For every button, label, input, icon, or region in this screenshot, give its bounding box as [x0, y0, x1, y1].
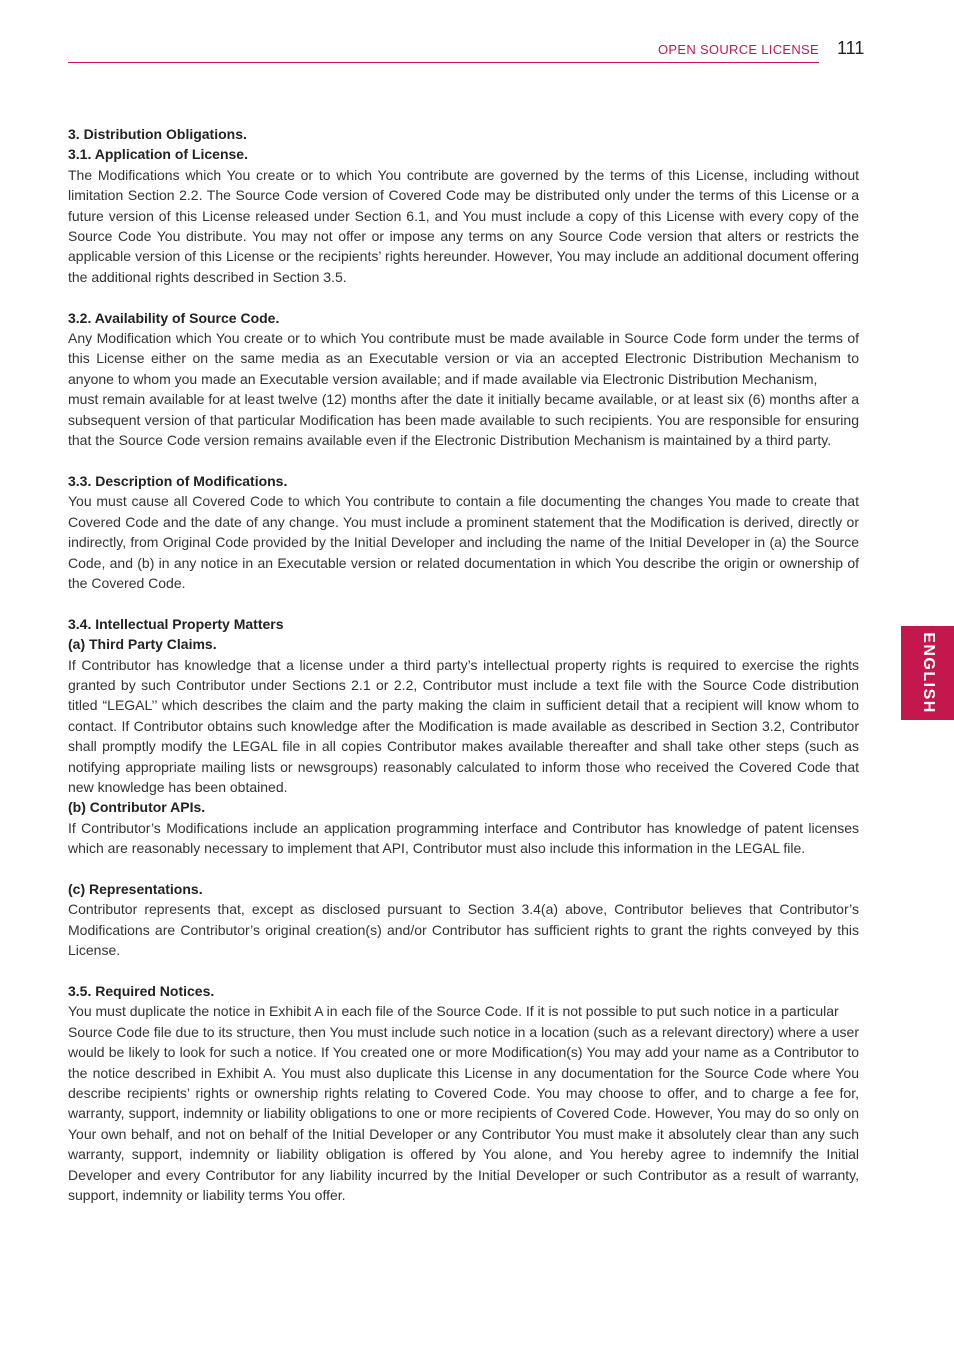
section-heading: 3.4. Intellectual Property Matters	[68, 615, 284, 632]
license-section	[68, 308, 859, 451]
section-heading: (c) Representations.	[68, 880, 203, 897]
license-section	[68, 471, 859, 593]
section-paragraph: Contributor represents that, except as disclosed pursuant to Section 3.4(a) above, Contributor believes that Contributor’s Modifications are Contributor’s original creation(s) and/or Contributor has sufficient rights to grant the rights conveyed by this License.	[68, 901, 859, 959]
section-paragraph: You must duplicate the notice in Exhibit A in each file of the Source Code. If it is not possible to put such notice in a particular	[68, 1003, 839, 1020]
section-paragraph: If Contributor’s Modifications include an application programming interface and Contributor has knowledge of patent licenses which are reasonably necessary to implement that API, Contributor must also include this information in the LEGAL file.	[68, 819, 859, 857]
section-heading: 3. Distribution Obligations.	[68, 126, 247, 142]
language-tab	[901, 626, 954, 720]
language-tab-label: ENGLISH	[919, 632, 937, 714]
section-paragraph: If Contributor has knowledge that a license under a third party’s intellectual property rights is required to exercise the rights granted by such Contributor under Sections 2.1 or 2.2, Contributor must include a text file with the Source Code distribution titled “LEGAL’’ which describes the claim and the party making the claim in sufficient detail that a recipient will know whom to contact. If Contributor obtains such knowledge after the Modification is made available as described in Section 3.2, Contributor shall promptly modify the LEGAL file in all copies Contributor makes available thereafter and shall take other steps (such as notifying appropriate mailing lists or newsgroups) reasonably calculated to inform those who received the Covered Code that new knowledge has been obtained.	[68, 656, 859, 795]
section-heading: 3.3. Description of Modifications.	[68, 472, 288, 489]
license-section	[68, 879, 859, 961]
section-paragraph: You must cause all Covered Code to which You contribute to contain a file documenting the changes You made to create that Covered Code and the date of any change. You must include a prominent statement that the Modification is derived, directly or indirectly, from Original Code provided by the Initial Developer and including the name of the Initial Developer in (a) the Source Code, and (b) in any notice in an Executable version or related documentation in which You describe the origin or ownership of the Covered Code.	[68, 493, 859, 591]
section-heading: 3.1. Application of License.	[68, 146, 248, 163]
license-section	[68, 614, 859, 859]
header-title: OPEN SOURCE LICENSE	[657, 42, 819, 57]
section-paragraph: The Modifications which You create or to which You contribute are governed by the terms of this License, including without limitation Section 2.2. The Source Code version of Covered Code may be distributed only under the terms of this License or a future version of this License released under Section 6.1, and You must include a copy of this License with every copy of the Source Code You distribute. You may not offer or impose any terms on any Source Code version that alters or restricts the applicable version of this License or the recipients’ rights hereunder. However, You may include an additional document offering the additional rights described in Section 3.5.	[68, 166, 859, 285]
license-section	[68, 124, 859, 287]
license-section	[68, 981, 859, 1205]
section-heading: 3.5. Required Notices.	[68, 982, 215, 999]
document-body	[68, 124, 859, 1226]
section-paragraph: Source Code file due to its structure, then You must include such notice in a location (such as a relevant directory) where a user would be likely to look for such a notice. If You created one or more Modification(s) You may add your name as a Contributor to the notice described in Exhibit A. You must also duplicate this License in any documentation for the Source Code where You describe recipients’ rights or ownership rights relating to Covered Code. You may choose to offer, and to charge a fee for, warranty, support, indemnity or liability obligations to one or more recipients of Covered Code. However, You may do so only on Your own behalf, and not on behalf of the Initial Developer or any Contributor You must make it absolutely clear than any such warranty, support, indemnity or liability obligation is offered by You alone, and You hereby agree to indemnify the Initial Developer and every Contributor for any liability incurred by the Initial Developer or such Contributor as a result of warranty, support, indemnity or liability terms You offer.	[68, 1023, 859, 1204]
section-paragraph: Any Modification which You create or to which You contribute must be made available in Source Code form under the terms of this License either on the same media as an Executable version or via an accepted Electronic Distribution Mechanism to anyone to whom you made an Executable version available; and if made available via Electronic Distribution Mechanism,	[68, 330, 859, 387]
page-header	[68, 36, 819, 63]
section-paragraph: must remain available for at least twelve (12) months after the date it initially became available, or at least six (6) months after a subsequent version of that particular Modification has been made available to such recipients. You are responsible for ensuring that the Source Code version remains available even if the Electronic Distribution Mechanism is maintained by a third party.	[68, 391, 859, 449]
section-heading: (b) Contributor APIs.	[68, 799, 206, 816]
page-number: 111	[837, 38, 865, 58]
section-heading: (a) Third Party Claims.	[68, 636, 217, 653]
section-heading: 3.2. Availability of Source Code.	[68, 309, 280, 326]
